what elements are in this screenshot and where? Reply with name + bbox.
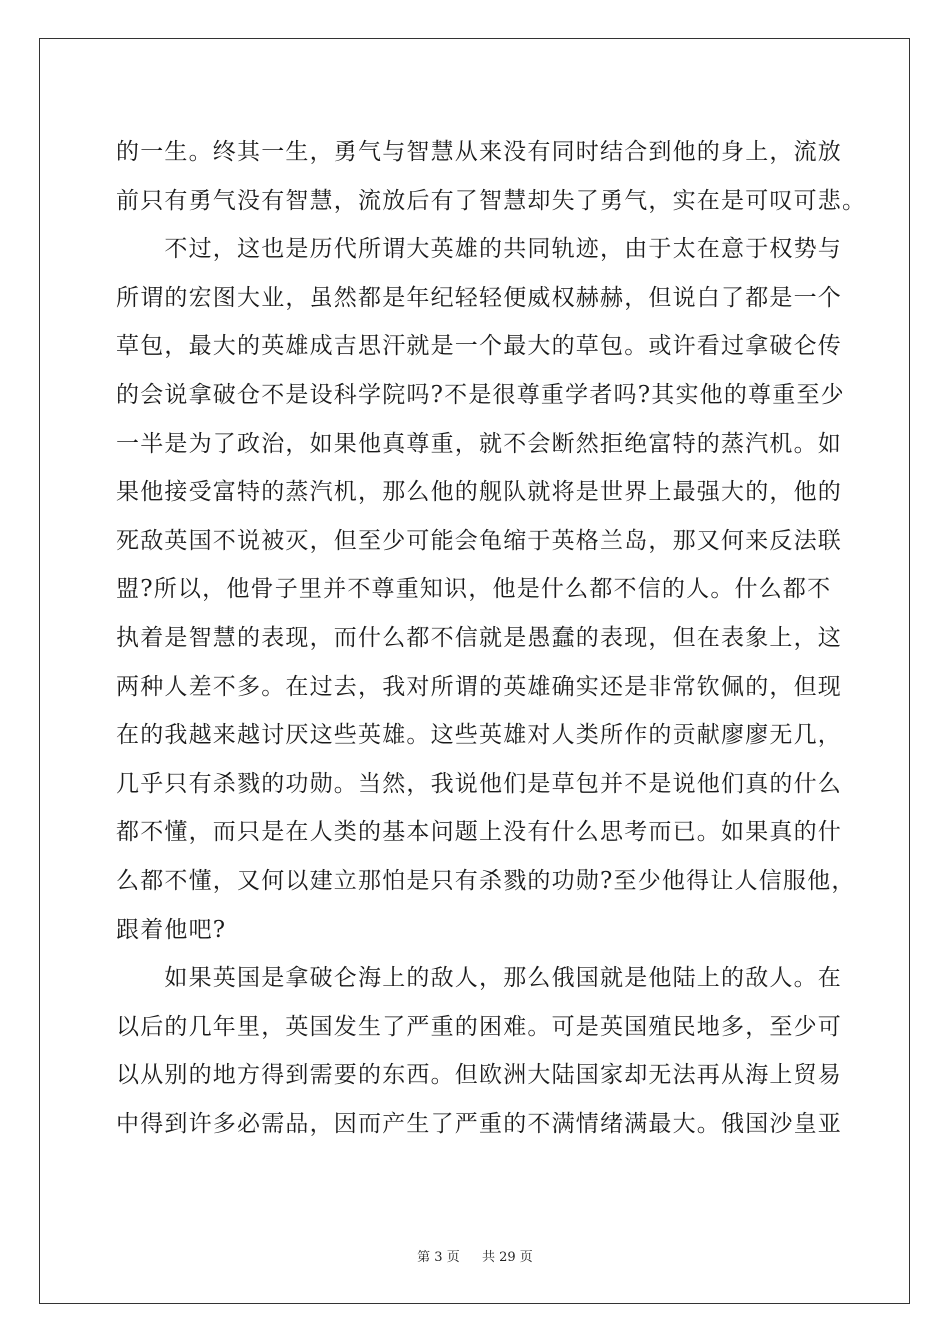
- text-line: 前只有勇气没有智慧，流放后有了智慧却失了勇气，实在是可叹可悲。: [116, 187, 867, 214]
- text-line: 所谓的宏图大业，虽然都是年纪轻轻便威权赫赫，但说白了都是一个: [116, 284, 842, 311]
- text-line: 两种人差不多。在过去，我对所谓的英雄确实还是非常钦佩的，但现: [116, 673, 842, 700]
- text-line: 的一生。终其一生，勇气与智慧从来没有同时结合到他的身上，流放: [116, 139, 842, 165]
- text-line: 盟?所以，他骨子里并不尊重知识，他是什么都不信的人。什么都不: [116, 576, 832, 603]
- text-line: 不过，这也是历代所谓大英雄的共同轨迹，由于太在意于权势与: [116, 236, 842, 263]
- document-body: [116, 128, 867, 1148]
- text-line: 的会说拿破仓不是设科学院吗?不是很尊重学者吗?其实他的尊重至少: [116, 381, 845, 408]
- text-line: 一半是为了政治，如果他真尊重，就不会断然拒绝富特的蒸汽机。如: [116, 430, 842, 457]
- text-line: 执着是智慧的表现，而什么都不信就是愚蠢的表现，但在表象上，这: [116, 624, 842, 651]
- text-line: 几乎只有杀戮的功勋。当然，我说他们是草包并不是说他们真的什么: [116, 770, 842, 797]
- text-line: 草包，最大的英雄成吉思汗就是一个最大的草包。或许看过拿破仑传: [116, 333, 842, 360]
- page-total: 共 29 页: [482, 1250, 533, 1265]
- text-line: 果他接受富特的蒸汽机，那么他的舰队就将是世界上最强大的，他的: [116, 479, 842, 506]
- text-line: 么都不懂，又何以建立那怕是只有杀戮的功勋?至少他得让人信服他，: [116, 867, 856, 894]
- text-line: 都不懂，而只是在人类的基本问题上没有什么思考而已。如果真的什: [116, 819, 842, 846]
- text-line: 以从别的地方得到需要的东西。但欧洲大陆国家却无法再从海上贸易: [116, 1062, 842, 1089]
- page-number: 第 3 页: [417, 1250, 460, 1265]
- text-line: 死敌英国不说被灭，但至少可能会龟缩于英格兰岛，那又何来反法联: [116, 527, 842, 554]
- text-line: 在的我越来越讨厌这些英雄。这些英雄对人类所作的贡献廖廖无几，: [116, 722, 842, 749]
- text-line: 如果英国是拿破仑海上的敌人，那么俄国就是他陆上的敌人。在: [116, 965, 842, 992]
- text-line: 以后的几年里，英国发生了严重的困难。可是英国殖民地多，至少可: [116, 1013, 842, 1040]
- text-line: 中得到许多必需品，因而产生了严重的不满情绪满最大。俄国沙皇亚: [116, 1110, 842, 1137]
- text-line: 跟着他吧?: [116, 916, 227, 943]
- page-footer: [0, 1246, 950, 1265]
